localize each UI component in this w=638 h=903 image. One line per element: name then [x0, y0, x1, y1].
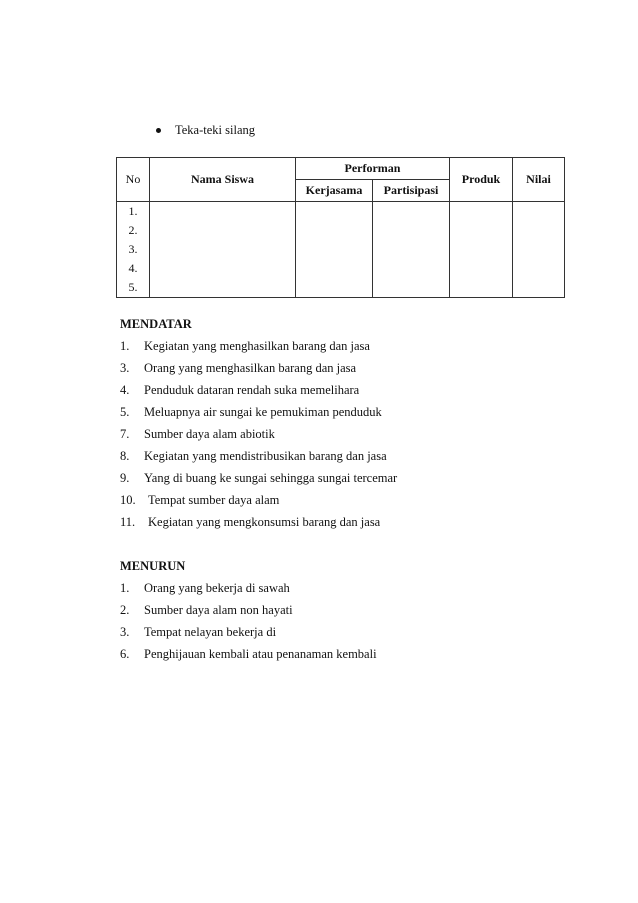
- clue-text: Sumber daya alam abiotik: [144, 427, 275, 441]
- clue-text: Kegiatan yang mengkonsumsi barang dan jasa: [148, 515, 381, 529]
- header-no: No: [117, 158, 150, 202]
- header-produk: Produk: [450, 158, 513, 202]
- list-item: [120, 577, 377, 599]
- menurun-title: MENURUN: [120, 559, 186, 573]
- list-item: [120, 357, 397, 379]
- header-nama-siswa: Nama Siswa: [150, 158, 296, 202]
- header-performan: Performan: [296, 158, 450, 180]
- list-item: [120, 401, 397, 423]
- clue-number: 8.: [120, 449, 130, 463]
- list-item: [120, 423, 397, 445]
- list-item: [120, 621, 377, 643]
- clue-number: 1.: [120, 581, 130, 595]
- clue-text: Tempat sumber daya alam: [148, 493, 280, 507]
- menurun-section: [120, 555, 377, 665]
- cell-nama-siswa: [150, 202, 296, 298]
- clue-number: 11.: [120, 515, 136, 529]
- header-partisipasi: Partisipasi: [373, 180, 450, 202]
- header-nilai: Nilai: [513, 158, 565, 202]
- list-item: [120, 643, 377, 665]
- mendatar-title: MENDATAR: [120, 317, 192, 331]
- list-item: [120, 335, 397, 357]
- list-item: [120, 489, 397, 511]
- cell-nilai: [513, 202, 565, 298]
- cell-produk: [450, 202, 513, 298]
- assessment-table: [116, 157, 565, 298]
- clue-text: Meluapnya air sungai ke pemukiman penduduk: [144, 405, 382, 419]
- clue-text: Penghijauan kembali atau penanaman kembali: [144, 647, 377, 661]
- clue-text: Yang di buang ke sungai sehingga sungai tercemar: [144, 471, 398, 485]
- clue-number: 5.: [120, 405, 130, 419]
- clue-number: 2.: [120, 603, 130, 617]
- cell-kerjasama: [296, 202, 373, 298]
- bullet-item: [154, 123, 255, 138]
- list-item: [120, 511, 397, 533]
- clue-text: Orang yang bekerja di sawah: [144, 581, 290, 595]
- clue-text: Tempat nelayan bekerja di: [144, 625, 277, 639]
- row-number: 5.: [128, 280, 138, 294]
- clue-text: Penduduk dataran rendah suka memelihara: [144, 383, 360, 397]
- clue-text: Sumber daya alam non hayati: [144, 603, 293, 617]
- header-kerjasama: Kerjasama: [296, 180, 373, 202]
- clue-number: 3.: [120, 625, 130, 639]
- clue-text: Kegiatan yang mendistribusikan barang dan jasa: [144, 449, 387, 463]
- clue-number: 3.: [120, 361, 130, 375]
- mendatar-section: [120, 313, 397, 533]
- clue-number: 10.: [120, 493, 136, 507]
- list-item: [120, 445, 397, 467]
- clue-text: Kegiatan yang menghasilkan barang dan jasa: [144, 339, 370, 353]
- table-row: [117, 202, 565, 298]
- clue-number: 4.: [120, 383, 130, 397]
- list-item: [120, 599, 377, 621]
- row-numbers-cell: [117, 202, 150, 298]
- bullet-icon: [156, 128, 161, 133]
- list-item: [120, 467, 397, 489]
- table-header-row: [117, 158, 565, 180]
- clue-number: 1.: [120, 339, 130, 353]
- row-number: 3.: [128, 242, 138, 256]
- clue-number: 7.: [120, 427, 130, 441]
- row-number: 4.: [128, 261, 138, 275]
- clue-number: 9.: [120, 471, 130, 485]
- bullet-text: Teka-teki silang: [175, 123, 255, 137]
- row-number: 1.: [128, 204, 138, 218]
- clue-text: Orang yang menghasilkan barang dan jasa: [144, 361, 357, 375]
- clue-number: 6.: [120, 647, 130, 661]
- cell-partisipasi: [373, 202, 450, 298]
- row-number: 2.: [128, 223, 138, 237]
- list-item: [120, 379, 397, 401]
